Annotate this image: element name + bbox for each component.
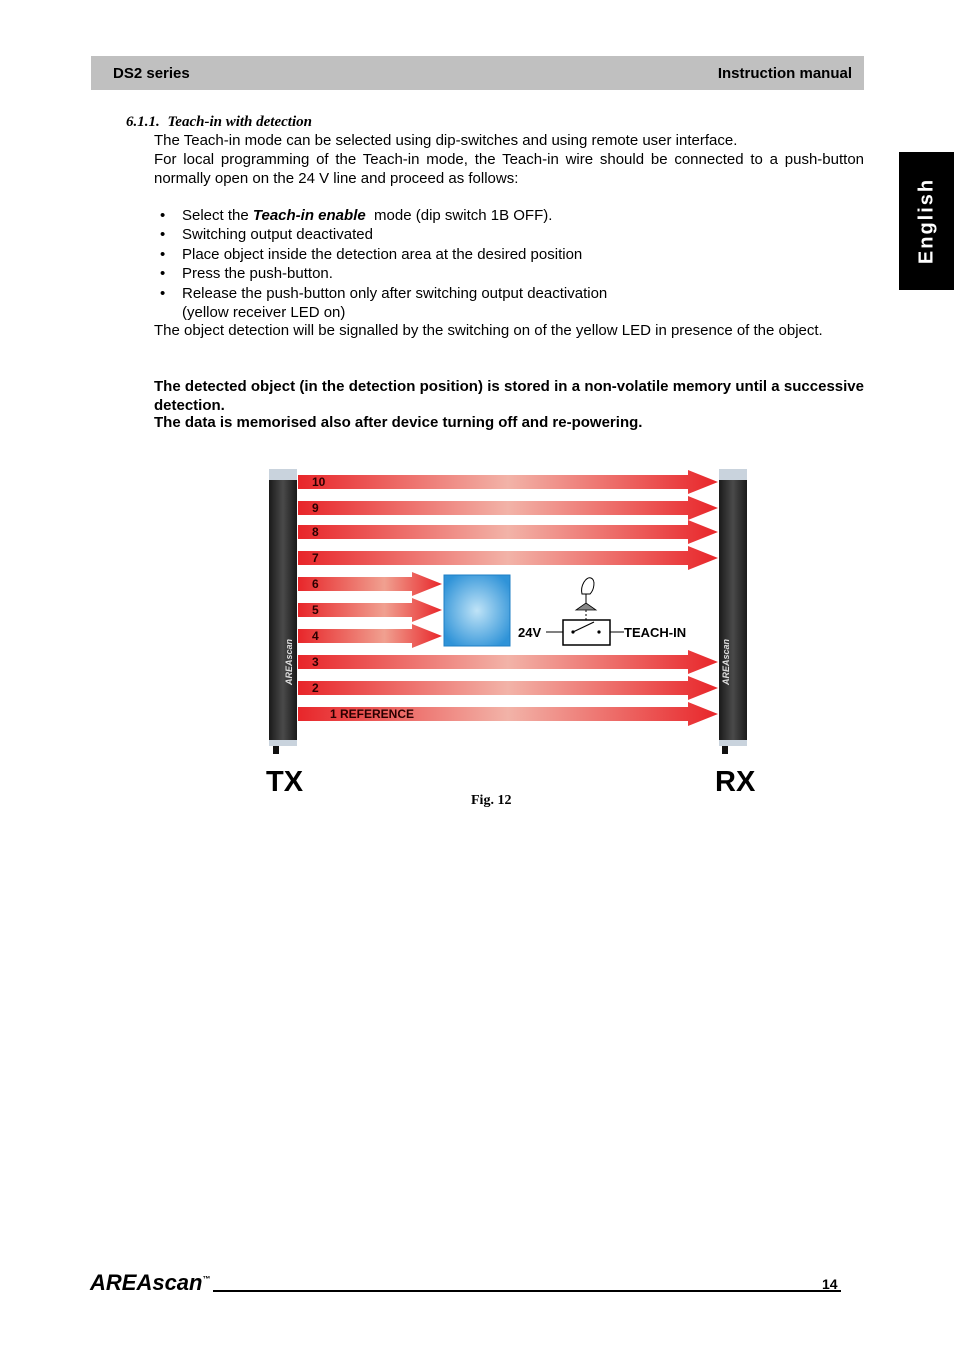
header-manual: Instruction manual — [717, 65, 852, 82]
switch-24v-label: 24V — [518, 625, 542, 640]
persistence-note: The data is memorised also after device turning off and re-powering. — [154, 414, 643, 431]
beam-arrow — [298, 470, 718, 494]
figure-caption: Fig. 12 — [471, 793, 512, 808]
list-item: • Press the push-button. — [160, 264, 860, 283]
beam-arrow — [298, 650, 718, 674]
list-item: • Release the push-button only after switching output deactivation — [160, 284, 860, 303]
rx-receiver-bar — [719, 469, 747, 754]
section-title-text: Teach-in with detection — [167, 114, 312, 130]
tx-label: TX — [266, 766, 304, 798]
beam-label: 6 — [312, 577, 319, 591]
beam-label: 10 — [312, 475, 326, 489]
teach-in-enable-term: Teach-in enable — [252, 207, 366, 224]
detected-object — [444, 575, 510, 646]
teach-in-diagram — [260, 460, 760, 760]
footer-logo: AREAscan™ — [90, 1270, 211, 1295]
beam-arrow — [298, 598, 442, 622]
list-item-continuation: (yellow receiver LED on) — [182, 304, 346, 322]
beam-label: 9 — [312, 501, 319, 515]
beam-arrow — [298, 546, 718, 570]
detection-signal-paragraph: The object detection will be signalled by the switching on of the yellow LED in presence of the object. — [154, 322, 823, 339]
beam-label: 7 — [312, 551, 319, 565]
memory-note: The detected object (in the detection position) is stored in a non-volatile memory until a successive detection. — [154, 378, 864, 414]
page-number: 14 — [822, 1276, 838, 1292]
header-series: DS2 series — [113, 65, 190, 82]
push-button-switch — [518, 578, 686, 645]
procedure-list — [160, 206, 860, 322]
section-number: 6.1.1. — [126, 114, 160, 130]
beam-label: 1 REFERENCE — [330, 707, 415, 721]
intro-paragraph-1: The Teach-in mode can be selected using dip-switches and using remote user interface. — [154, 132, 738, 149]
switch-teach-in-label: TEACH-IN — [624, 625, 687, 640]
beam-arrow — [298, 624, 442, 648]
pointing-hand-icon — [582, 578, 594, 594]
tx-emitter-bar — [269, 469, 297, 754]
beam-label: 2 — [312, 681, 319, 695]
trademark-symbol: ™ — [202, 1274, 211, 1284]
language-tab-label: English — [915, 177, 937, 265]
beam-arrow — [298, 676, 718, 700]
rx-bar-brand: AREAscan — [721, 638, 731, 685]
beam-label: 4 — [312, 629, 319, 643]
beam-label: 3 — [312, 655, 319, 669]
tx-bar-brand: AREAscan — [284, 638, 294, 685]
intro-paragraph-2: For local programming of the Teach-in mode, the Teach-in wire should be connected to a push-button normally open on the 24 V line and proceed as follows: — [154, 151, 864, 187]
list-item: • Select the Teach-in enable mode (dip switch 1B OFF). — [160, 206, 860, 225]
beam-label: 5 — [312, 603, 319, 617]
section-title — [126, 114, 312, 131]
footer-rule — [213, 1290, 841, 1292]
beam-arrow — [298, 572, 442, 596]
beam-arrow — [298, 496, 718, 520]
rx-label: RX — [715, 766, 756, 798]
list-item: • Switching output deactivated — [160, 225, 860, 244]
beam-arrow — [298, 520, 718, 544]
list-item: • Place object inside the detection area at the desired position — [160, 245, 860, 264]
beam-label: 8 — [312, 525, 319, 539]
language-tab — [899, 152, 954, 290]
